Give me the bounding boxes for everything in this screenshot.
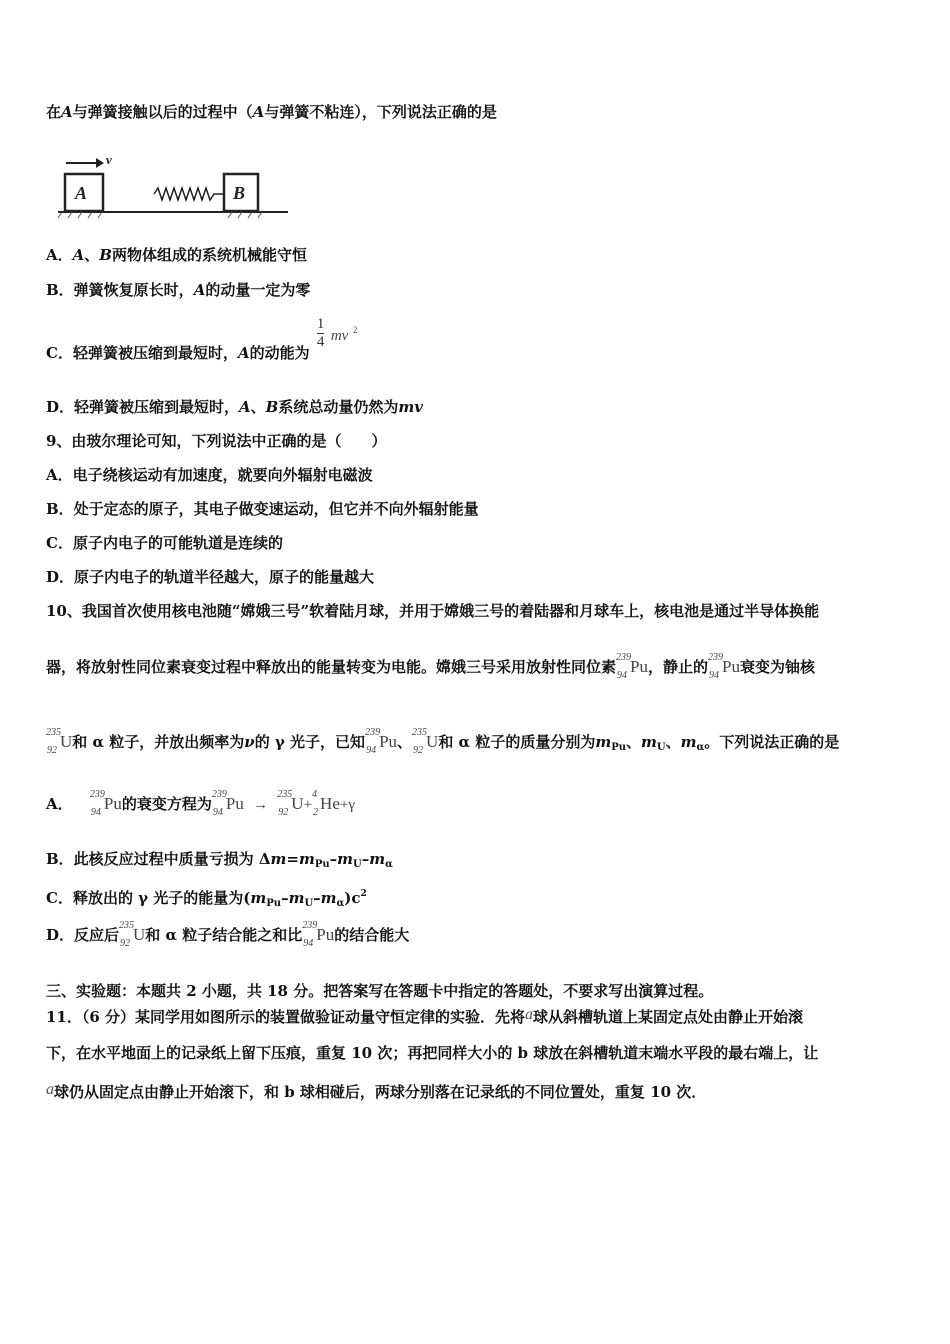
intro-line: 在A与弹簧接触以后的过程中（A与弹簧不粘连），下列说法正确的是 xyxy=(46,103,497,121)
q10-line-1: 10、我国首次使用核电池随“嫦娥三号”软着陆月球，并用于嫦娥三号的着陆器和月球车上，核电池是通过半导体换能 xyxy=(46,602,820,620)
nuclide-u: 235 92 U xyxy=(46,727,73,756)
q8-option-b: B．弹簧恢复原长时，A的动量一定为零 xyxy=(46,281,311,299)
nuclide-pu: 239 94 Pu xyxy=(708,652,740,681)
q10-option-a: A． 239 94 Pu的衰变方程为 239 94 Pu → 235 92 U+ 4 2 He+γ xyxy=(46,789,355,818)
q10-line-3: 235 92 U和 α 粒子，并放出频率为ν的 γ 光子，已知 239 94 Pu、 235 92 U和 α 粒子的质量分别为$m_{Pu}$、$m_U$、$m_\alpha$。下列说法正确的是 xyxy=(46,727,840,756)
nuclide-he: 4 2 He xyxy=(312,789,340,818)
q9-option-b: B．处于定态的原子，其电子做变速运动，但它并不向外辐射能量 xyxy=(46,500,479,518)
q10-option-c: C．释放出的 γ 光子的能量为$(m_{Pu}-m_U-m_\alpha)c^2$ xyxy=(46,889,367,909)
q10-option-d: D．反应后 235 92 U和 α 粒子结合能之和比 239 94 Pu的结合能大 xyxy=(46,920,410,949)
nuclide-u: 235 92 U xyxy=(277,789,304,818)
q8-option-a: A．A、B两物体组成的系统机械能守恒 xyxy=(46,246,307,264)
kinetic-energy-formula: $\frac{1}{4}$ mv 2 xyxy=(316,316,358,350)
nuclide-pu: 239 94 Pu xyxy=(616,652,648,681)
q9-option-c: C．原子内电子的可能轨道是连续的 xyxy=(46,534,283,552)
q9-option-a: A．电子绕核运动有加速度，就要向外辐射电磁波 xyxy=(46,466,373,484)
nuclide-pu: 239 94 Pu xyxy=(89,789,122,818)
nuclide-u: 235 92 U xyxy=(119,920,146,949)
q11-line-3: a球仍从固定点由静止开始滚下，和 b 球相碰后，两球分别落在记录纸的不同位置处，重复 10 次． xyxy=(46,1081,707,1101)
nuclide-u: 235 92 U xyxy=(412,727,439,756)
block-b-label: B xyxy=(233,183,246,203)
q8-option-d: D．轻弹簧被压缩到最短时，A、B系统总动量仍然为mv xyxy=(46,398,423,416)
arrow: → xyxy=(253,797,269,813)
q9-option-d: D．原子内电子的轨道半径越大，原子的能量越大 xyxy=(46,568,375,586)
q10-line-2: 器，将放射性同位素衰变过程中释放出的能量转变为电能。嫦娥三号采用放射性同位素 239 94 Pu，静止的 239 94 Pu衰变为铀核 xyxy=(46,652,815,681)
velocity-label: v xyxy=(106,152,112,167)
q10-option-b: B．此核反应过程中质量亏损为 $\Delta m=m_{Pu}-m_U-m_\alpha$ xyxy=(46,850,393,870)
spring-blocks-figure xyxy=(56,146,296,222)
q8-option-c: C．轻弹簧被压缩到最短时，A的动能为 $\frac{1}{4}$ mv 2 xyxy=(46,338,367,363)
nuclide-pu: 239 94 Pu xyxy=(211,789,244,818)
section-3-title: 三、实验题：本题共 2 小题，共 18 分。把答案写在答题卡中指定的答题处，不要求写出演算过程。 xyxy=(46,982,714,1000)
q11-line-1: 11．（6 分）某同学用如图所示的装置做验证动量守恒定律的实验．先将a球从斜槽轨道上某固定点处由静止开始滚 xyxy=(46,1006,804,1026)
spring xyxy=(154,188,224,200)
nuclide-pu: 239 94 Pu xyxy=(302,920,335,949)
q9-stem: 9、由玻尔理论可知，下列说法中正确的是（ ） xyxy=(46,432,387,450)
block-a-label: A xyxy=(75,183,88,203)
q11-line-2: 下，在水平地面上的记录纸上留下压痕，重复 10 次；再把同样大小的 b 球放在斜槽轨道末端水平段的最右端上，让 xyxy=(46,1044,819,1062)
nuclide-pu: 239 94 Pu xyxy=(365,727,398,756)
